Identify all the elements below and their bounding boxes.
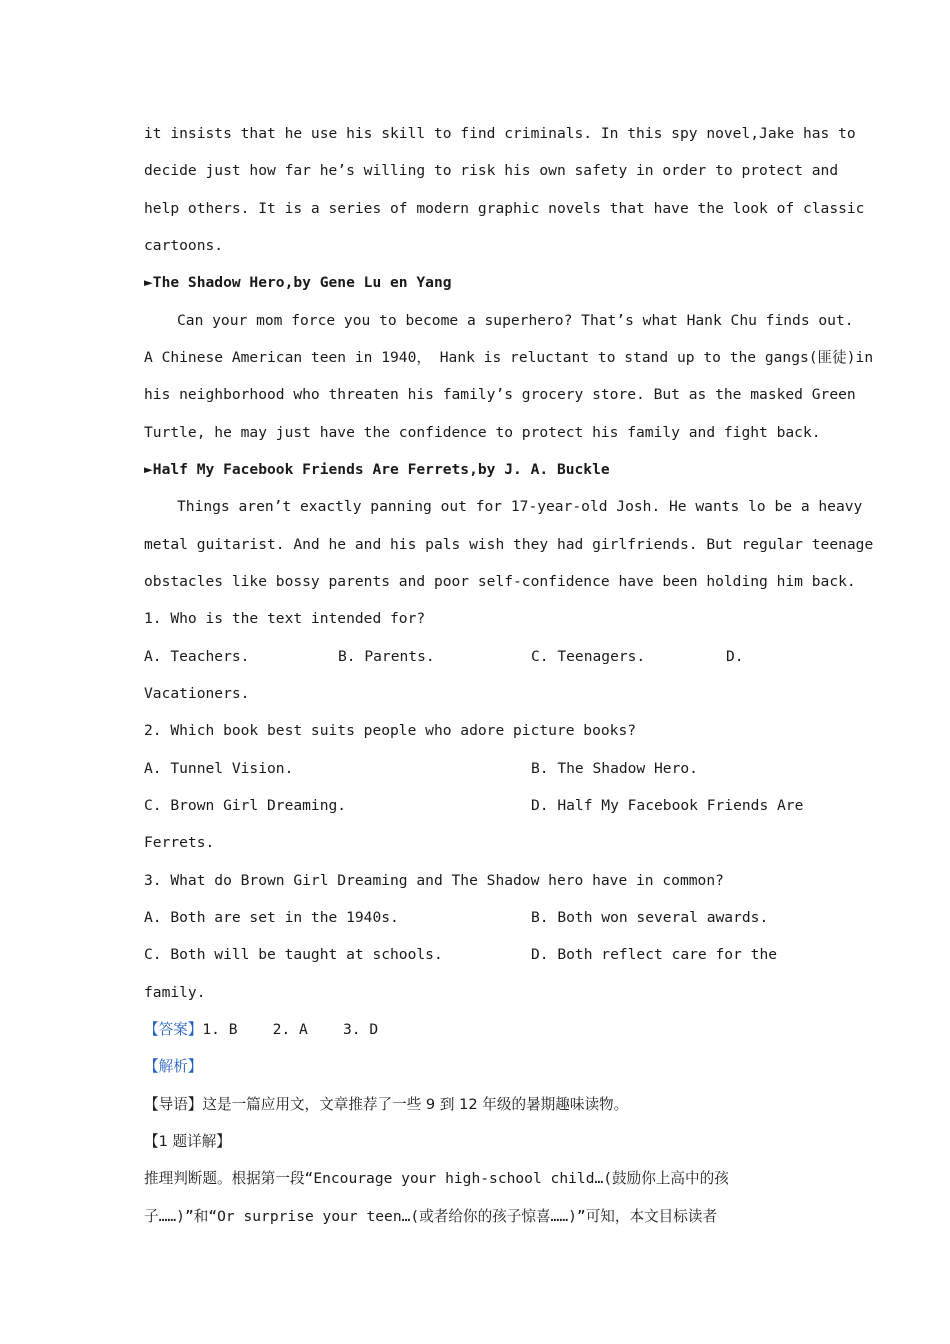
answer-line [144, 1020, 378, 1040]
paragraph-line: cartoons. [144, 237, 224, 254]
paragraph-line: Can your mom force you to become a superhero? That’s what Hank Chu finds out. [177, 312, 854, 329]
option-b: B. The Shadow Hero. [531, 760, 698, 777]
option-b: B. Both won several awards. [531, 909, 769, 926]
book-heading: ►The Shadow Hero,by Gene Lu en Yang [144, 274, 452, 291]
option-c: C. Both will be taught at schools. [144, 946, 443, 963]
question-stem: 2. Which book best suits people who adore picture books? [144, 722, 637, 739]
paragraph-line: A Chinese American teen in 1940， Hank is reluctant to stand up to the gangs(匪徒)in [144, 349, 874, 366]
analysis-line: 子……)”和“Or surprise your teen…(或者给你的孩子惊喜……)”可知，本文目标读者 [144, 1208, 718, 1225]
option-d: D. Both reflect care for the [531, 946, 778, 963]
option-d: D. Half My Facebook Friends Are [531, 797, 804, 814]
option-d-continued: Vacationers. [144, 685, 250, 702]
option-d-continued: Ferrets. [144, 834, 215, 851]
q1-analysis-heading: 【1 题详解】 [144, 1133, 231, 1150]
paragraph-line: his neighborhood who threaten his family’s grocery store. But as the masked Green [144, 386, 856, 403]
paragraph-line: Turtle, he may just have the confidence to protect his family and fight back. [144, 424, 821, 441]
answer-label: 【答案】 [144, 1021, 203, 1038]
paragraph-line: metal guitarist. And he and his pals wish they had girlfriends. But regular teenage [144, 536, 874, 553]
option-d: D. [726, 648, 744, 665]
intro-line [144, 1095, 628, 1115]
book-heading: ►Half My Facebook Friends Are Ferrets,by J. A. Buckle [144, 461, 610, 478]
question-stem: 3. What do Brown Girl Dreaming and The Shadow hero have in common? [144, 872, 724, 889]
option-b: B. Parents. [338, 648, 435, 665]
analysis-line: 推理判断题。根据第一段“Encourage your high-school child…(鼓励你上高中的孩 [144, 1170, 729, 1187]
analysis-label: 【解析】 [144, 1058, 203, 1075]
option-d-continued: family. [144, 984, 206, 1001]
option-c: C. Brown Girl Dreaming. [144, 797, 347, 814]
paragraph-line: help others. It is a series of modern graphic novels that have the look of classic [144, 200, 865, 217]
intro-label: 【导语】 [144, 1096, 203, 1113]
option-a: A. Teachers. [144, 648, 250, 665]
intro-text: 这是一篇应用文，文章推荐了一些 9 到 12 年级的暑期趣味读物。 [202, 1096, 629, 1113]
option-a: A. Tunnel Vision. [144, 760, 294, 777]
answer-text: 1. B 2. A 3. D [202, 1021, 379, 1038]
option-a: A. Both are set in the 1940s. [144, 909, 399, 926]
paragraph-line: decide just how far he’s willing to risk his own safety in order to protect and [144, 162, 839, 179]
question-stem: 1. Who is the text intended for? [144, 610, 426, 627]
paragraph-line: it insists that he use his skill to find criminals. In this spy novel,Jake has to [144, 125, 856, 142]
paragraph-line: Things aren’t exactly panning out for 17-year-old Josh. He wants lo be a heavy [177, 498, 863, 515]
option-c: C. Teenagers. [531, 648, 646, 665]
paragraph-line: obstacles like bossy parents and poor self-confidence have been holding him back. [144, 573, 856, 590]
